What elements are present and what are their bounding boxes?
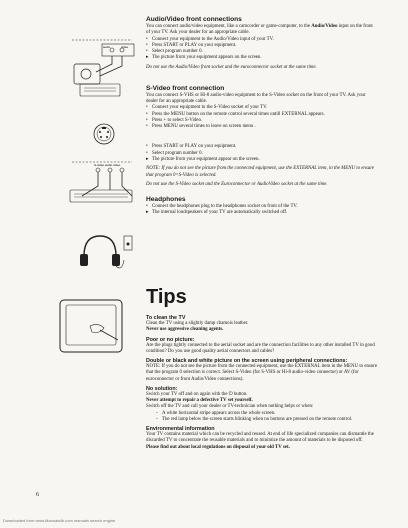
poor-heading: Poor or no picture: xyxy=(146,336,195,343)
svideo-steps xyxy=(146,105,378,130)
list-item: ▸ The picture from your equipment appear on the screen. xyxy=(146,157,378,163)
clean-text: Clean the TV using a slightly damp chamois leather. xyxy=(146,321,249,326)
av-connection-illustration xyxy=(72,40,134,96)
tips-title: Tips xyxy=(146,286,187,308)
nosolution-text-1: Switch your TV off and on again with the ⏻ button. xyxy=(146,391,248,397)
headphones-illustration xyxy=(80,236,132,268)
nosolution-heading: No solution: xyxy=(146,385,178,392)
list-item: ▸ The picture from your equipment appears on the screen. xyxy=(146,55,378,61)
list-item: • Connect the headphones plug to the headphones socket on front of the TV. xyxy=(146,204,378,210)
video-label: video xyxy=(121,45,129,49)
list-item: • Press + to select S-Video. xyxy=(146,118,378,124)
environment-text: Your TV contains material which can be recycled and reused. At end of life specialized companies can dismantle the discarded TV to concentrate the reusable materials and to minimize the amount of materials to be disposed off. xyxy=(146,432,374,444)
audio-label: audio xyxy=(103,45,111,49)
tips-body xyxy=(146,312,378,451)
av-section xyxy=(146,16,378,71)
list-item: • Press the MENU button on the remote control several times untill EXTERNAL appears. xyxy=(146,112,378,118)
headphones-result xyxy=(146,210,378,216)
list-item: - A white horizontal stripe appears across the whole screen. xyxy=(156,411,378,417)
environment-notice: Please find out about local regulations on disposal of your old TV set. xyxy=(146,444,290,450)
double-heading: Double or black and white picture on the screen using peripheral connections: xyxy=(146,358,348,365)
list-item: • Press START or PLAY on your equipment. xyxy=(146,43,378,49)
av-steps xyxy=(146,37,378,56)
instructions-content xyxy=(146,16,378,223)
download-footer[interactable]: Downloaded from www.Manualslib.com manuals search engine xyxy=(3,518,116,523)
svideo-section xyxy=(146,85,378,188)
tv-cleaning-illustration xyxy=(60,300,122,352)
page-number: 6 xyxy=(36,492,39,498)
svideo-steps-2 xyxy=(146,144,378,157)
list-item: ▸ The internal loudspeakers of your TV are automatically switched off. xyxy=(146,210,378,216)
av-intro: You can connect audio/video equipment, like a camcorder or game-computer, to the Audio/Video input on the front of your TV. Ask your dealer for an appropriate cable. xyxy=(146,24,373,36)
clean-heading: To clean the TV xyxy=(146,315,186,321)
headphones-heading: Headphones xyxy=(146,196,186,204)
list-item: • Press MENU several times to leave on screen menu . xyxy=(146,124,378,130)
list-item: - The red lamp below the screen starts blinking when no buttons are pressed on the remote control. xyxy=(156,417,378,423)
nosolution-text-2: Switch off the TV and call your dealer or TV-technician when nothing helps or when: xyxy=(146,404,314,410)
svideo-heading: S-Video front connection xyxy=(146,84,225,92)
av-heading: Audio/Video front connections xyxy=(146,16,242,23)
clean-warning: Never use aggressive cleaning agents. xyxy=(146,327,224,333)
nosolution-warning: Never attempt to repair a defective TV set yourself. xyxy=(146,398,253,404)
av-result xyxy=(146,55,378,61)
environment-heading: Environmental information xyxy=(146,426,215,433)
double-text: NOTE: If you do not see the picture from the connected equipment, use the EXTERNAL item in the MENU to ensure that the program 0 selection is correct. Select S-Video (for S-VHS or Hi-8 audio-video connector) or AV (for euroconnector or front Audio/Video connections). xyxy=(146,364,378,382)
poor-text: Are the plugs tightly connected to the aerial socket and are the connection facilities to any other installed TV in good condition? Do you use good quality aerial connectors and cables? xyxy=(146,342,375,354)
svideo-intro: You can connect S-VHS or Hi-8 audio-video equipment to the S-Video socket on the front of your TV. Ask your dealer for an appropriate cable. xyxy=(146,92,366,105)
list-item: • Select program number 0. xyxy=(146,151,378,157)
list-item: • Press START or PLAY on your equipment. xyxy=(146,144,378,150)
svideo-note-1: NOTE: If you do not see the picture from the connected equipment, use the EXTERNAL item, in the MENU to ensure that program 0=S-Video is selected. xyxy=(146,166,375,178)
list-item: • Connect your equipment to the Audio/Video input of your TV. xyxy=(146,37,378,43)
list-item: • Connect your equipment to the S-Video socket of your TV. xyxy=(146,105,378,111)
svideo-note-2: Do not use the S-Video socket and the Euroconnector or AudioVideo socket at the same time. xyxy=(146,181,328,187)
av-note: Do not use the Audio/Video front socket and the euroconnector socket at the same time. xyxy=(146,64,317,70)
nosolution-list xyxy=(146,411,378,424)
list-item: • Select program number 0. xyxy=(146,49,378,55)
svideo-result xyxy=(146,157,378,163)
svideo-connection-illustration xyxy=(70,124,132,202)
illustrations-column xyxy=(0,0,140,528)
svideo-label: S-video audio video xyxy=(94,163,121,167)
headphones-section xyxy=(146,196,378,217)
